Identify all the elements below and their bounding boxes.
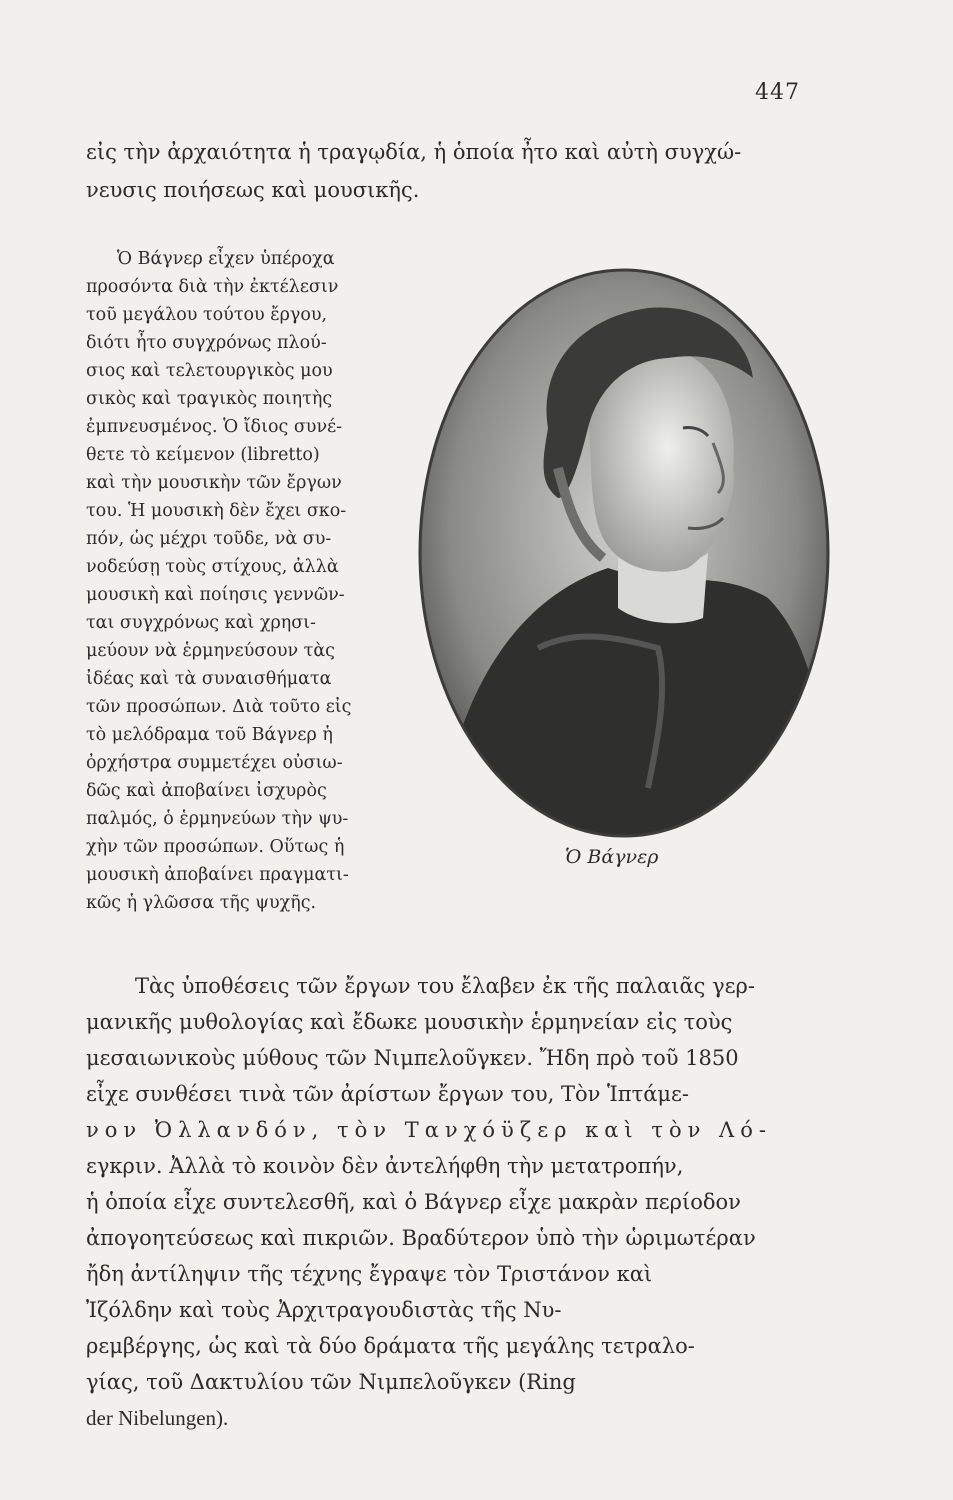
text-line: χὴν τῶν προσώπων. Οὕτως ἡ — [86, 837, 345, 857]
text-line: σικὸς καὶ τραγικὸς ποιητὴς — [86, 389, 333, 409]
text-line: πόν, ὡς μέχρι τοῦδε, νὰ συ- — [86, 529, 332, 549]
text-line: ἐμπνευσμένος. Ὁ ἴδιος συνέ- — [86, 417, 343, 437]
text-line: μουσικὴ καὶ ποίησις γεννῶν- — [86, 585, 345, 605]
text-line: ται συγχρόνως καὶ χρησι- — [86, 613, 316, 633]
text-line: der Nibelungen). — [86, 1406, 229, 1430]
text-line: καὶ τὴν μουσικὴν τῶν ἔργων — [86, 473, 342, 493]
text-line: μουσικὴ ἀποβαίνει πραγματι- — [86, 865, 349, 885]
text-line: θετε τὸ κείμενον (libretto) — [86, 445, 320, 465]
text-line: παλμός, ὁ ἑρμηνεύων τὴν ψυ- — [86, 809, 349, 829]
text-line: ὀρχήστρα συμμετέχει οὐσιω- — [86, 753, 343, 773]
text-line: δῶς καὶ ἀποβαίνει ἰσχυρὸς — [86, 781, 327, 801]
text-line: διότι ἦτο συγχρόνως πλού- — [86, 333, 327, 353]
text-line: ἡ ὁποία εἶχε συντελεσθῆ, καὶ ὁ Βάγνερ εἶχε μακρὰν περίοδον — [86, 1190, 741, 1214]
text-line: προσόντα διὰ τὴν ἐκτέλεσιν — [86, 277, 339, 297]
text-line: Ἰζόλδην καὶ τοὺς Ἀρχιτραγουδιστὰς τῆς Νυ- — [86, 1298, 562, 1322]
text-line: εἰς τὴν ἀρχαιότητα ἡ τραγῳδία, ἡ ὁποία ἦτο καὶ αὐτὴ συγχώ- — [86, 140, 742, 164]
text-line: Ὁ Βάγνερ εἶχεν ὑπέροχα — [117, 249, 335, 269]
text-line: ἀπογοητεύσεως καὶ πικριῶν. Βραδύτερον ὑπὸ τὴν ὡριμωτέραν — [86, 1226, 756, 1250]
text-line: εγκριν. Ἀλλὰ τὸ κοινὸν δὲν ἀντελήφθη τὴν μετατροπήν, — [86, 1154, 684, 1178]
text-line: τῶν προσώπων. Διὰ τοῦτο εἰς — [86, 697, 352, 717]
text-line: τὸ μελόδραμα τοῦ Βάγνερ ἡ — [86, 725, 333, 745]
text-line: σιος καὶ τελετουργικὸς μου — [86, 361, 333, 381]
text-line: νευσις ποιήσεως καὶ μουσικῆς. — [86, 178, 420, 202]
text-line: μεύουν νὰ ἑρμηνεύσουν τὰς — [86, 641, 335, 661]
text-line: κῶς ἡ γλῶσσα τῆς ψυχῆς. — [86, 893, 317, 913]
text-line: νον Ὀλλανδόν, τὸν Τανχόϋζερ καὶ τὸν Λό- — [86, 1118, 772, 1142]
text-line: γίας, τοῦ Δακτυλίου τῶν Νιμπελοῦγκεν (Ring — [86, 1370, 576, 1394]
text-line: τοῦ μεγάλου τούτου ἔργου, — [86, 305, 328, 325]
portrait-image — [418, 268, 830, 838]
page-number: 447 — [755, 80, 800, 105]
text-line: ρεμβέργης, ὡς καὶ τὰ δύο δράματα τῆς μεγάλης τετραλο- — [86, 1334, 695, 1358]
text-line: εἶχε συνθέσει τινὰ τῶν ἀρίστων ἔργων του, Τὸν Ἱπτάμε- — [86, 1082, 690, 1106]
text-line: Τὰς ὑποθέσεις τῶν ἔργων του ἔλαβεν ἐκ τῆς παλαιᾶς γερ- — [135, 974, 755, 998]
text-line: νοδεύσῃ τοὺς στίχους, ἀλλὰ — [86, 557, 339, 577]
text-line: μανικῆς μυθολογίας καὶ ἔδωκε μουσικὴν ἑρμηνείαν εἰς τοὺς — [86, 1010, 733, 1034]
portrait-caption: Ὁ Βάγνερ — [565, 846, 659, 868]
text-line: ἤδη ἀντίληψιν τῆς τέχνης ἔγραψε τὸν Τριστάνον καὶ — [86, 1262, 653, 1286]
text-line: ἰδέας καὶ τὰ συναισθήματα — [86, 669, 332, 689]
text-line: μεσαιωνικοὺς μύθους τῶν Νιμπελοῦγκεν. Ἤδη πρὸ τοῦ 1850 — [86, 1046, 739, 1070]
text-line: του. Ἡ μουσικὴ δὲν ἔχει σκο- — [86, 501, 347, 521]
